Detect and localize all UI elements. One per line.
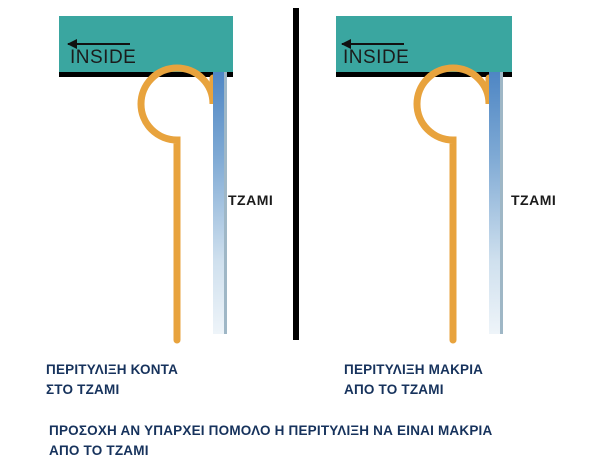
caption-left-line2: ΣΤΟ ΤΖΑΜΙ [46, 382, 120, 397]
glass-pane-right [489, 72, 500, 334]
caption-right-line2: ΑΠΟ ΤΟ ΤΖΑΜΙ [344, 382, 444, 397]
footer-note [49, 421, 569, 461]
footer-note-line2: ΑΠΟ ΤΟ ΤΖΑΜΙ [49, 443, 149, 458]
caption-left [46, 360, 276, 400]
glass-label-right: TZAMI [511, 192, 557, 208]
glass-label-left: TZAMI [228, 192, 274, 208]
caption-left-line1: ΠΕΡΙΤΥΛΙΞΗ ΚΟΝΤΑ [46, 362, 179, 377]
inside-label-left: INSIDE [70, 47, 137, 68]
panel-left [0, 0, 293, 400]
caption-right [344, 360, 574, 400]
inside-label-right: INSIDE [343, 47, 410, 68]
panel-right [299, 0, 600, 400]
caption-right-line1: ΠΕΡΙΤΥΛΙΞΗ ΜΑΚΡΙΑ [344, 362, 484, 377]
glass-edge-left [224, 72, 227, 334]
footer-note-line1: ΠΡΟΣΟΧΗ ΑΝ ΥΠΑΡΧΕΙ ΠΟΜΟΛΟ Η ΠΕΡΙΤΥΛΙΞΗ ΝΑ ΕΙΝΑΙ ΜΑΚΡΙΑ [49, 423, 493, 438]
glass-pane-left [213, 72, 224, 334]
glass-edge-right [500, 72, 503, 334]
